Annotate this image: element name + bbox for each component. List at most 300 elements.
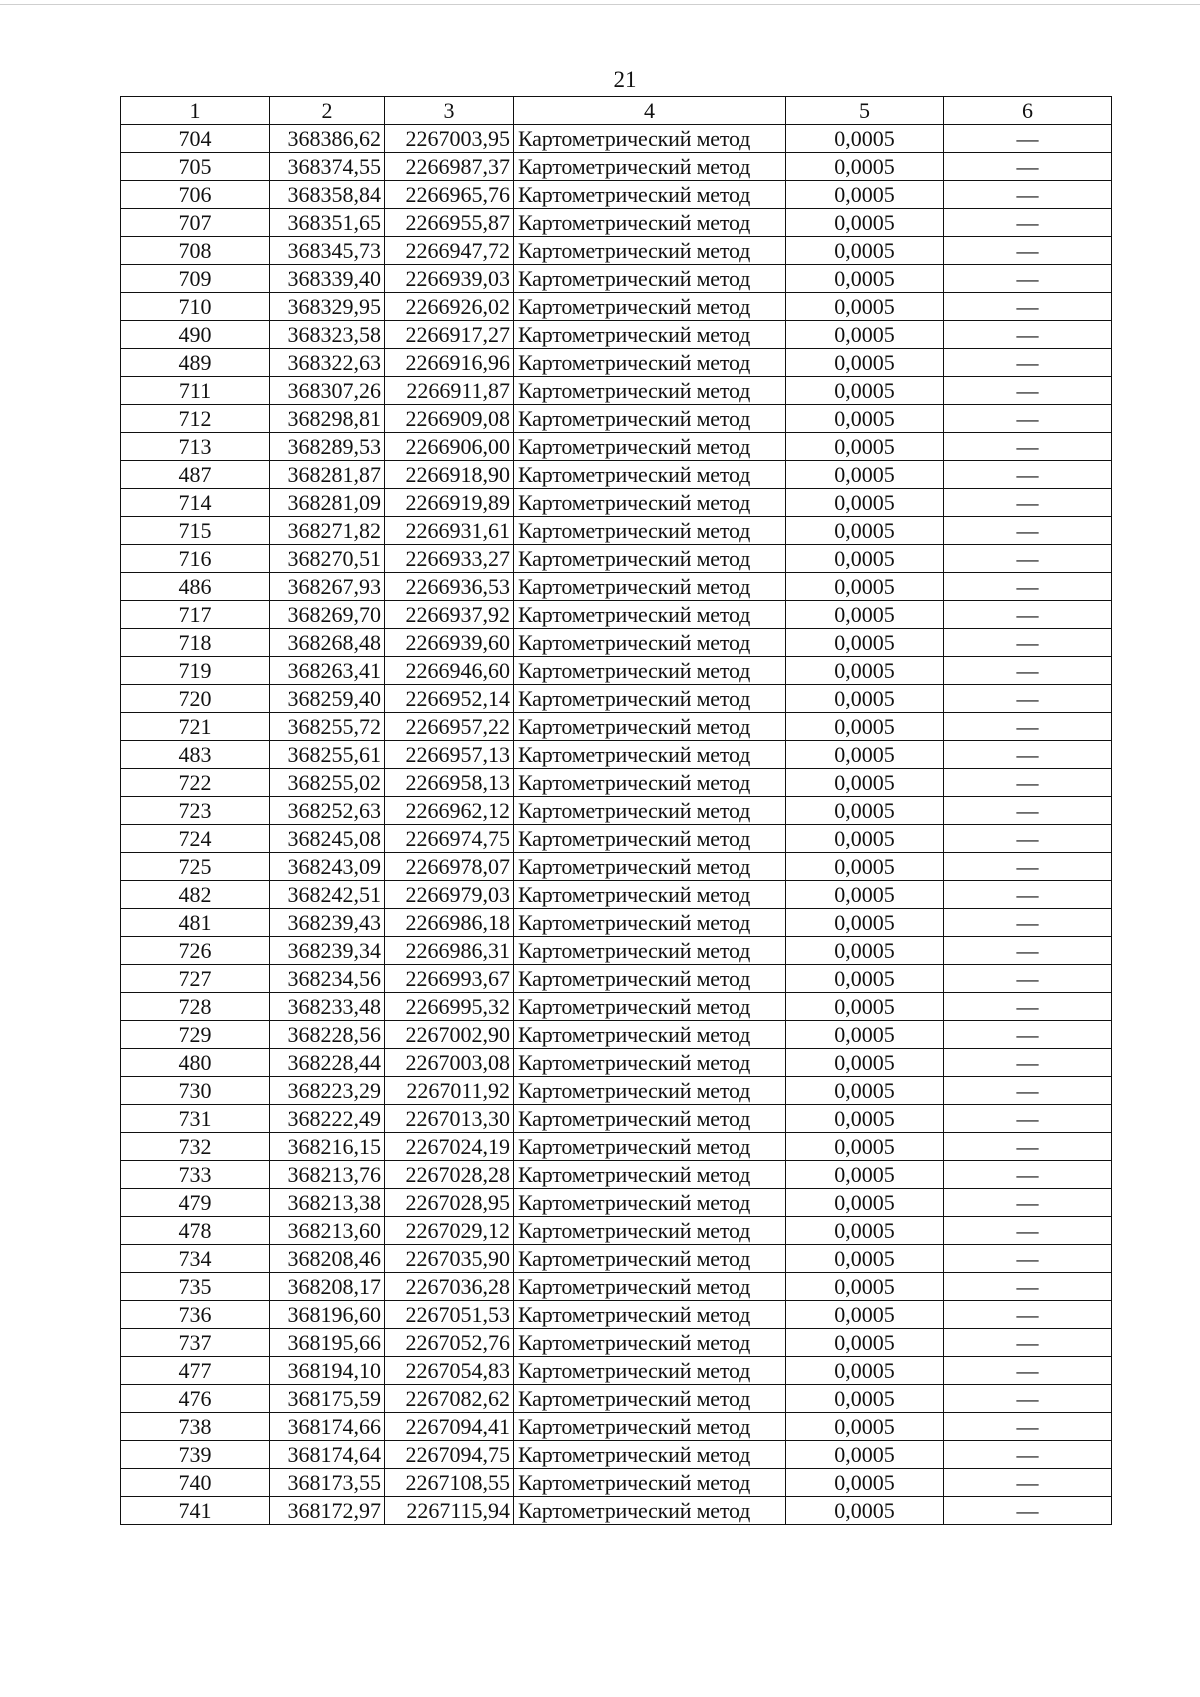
table-row <box>121 573 1112 601</box>
x-coordinate-cell: 368270,51 <box>270 545 385 573</box>
accuracy-cell: 0,0005 <box>786 1217 944 1245</box>
point-number-cell: 477 <box>121 1357 270 1385</box>
y-coordinate-cell: 2266962,12 <box>385 797 514 825</box>
accuracy-cell: 0,0005 <box>786 853 944 881</box>
x-coordinate-cell: 368252,63 <box>270 797 385 825</box>
table-row <box>121 629 1112 657</box>
y-coordinate-cell: 2266987,37 <box>385 153 514 181</box>
y-coordinate-cell: 2266917,27 <box>385 321 514 349</box>
point-number-cell: 728 <box>121 993 270 1021</box>
x-coordinate-cell: 368345,73 <box>270 237 385 265</box>
x-coordinate-cell: 368208,17 <box>270 1273 385 1301</box>
point-number-cell: 725 <box>121 853 270 881</box>
method-cell: Картометрический метод <box>514 1301 786 1329</box>
table-row <box>121 1301 1112 1329</box>
table-row <box>121 1273 1112 1301</box>
column-header-3: 3 <box>385 97 514 125</box>
description-cell: — <box>944 349 1112 377</box>
x-coordinate-cell: 368196,60 <box>270 1301 385 1329</box>
method-cell: Картометрический метод <box>514 1357 786 1385</box>
y-coordinate-cell: 2266957,13 <box>385 741 514 769</box>
table-row <box>121 881 1112 909</box>
table-row <box>121 1161 1112 1189</box>
table-body <box>121 125 1112 1525</box>
method-cell: Картометрический метод <box>514 1161 786 1189</box>
accuracy-cell: 0,0005 <box>786 181 944 209</box>
point-number-cell: 708 <box>121 237 270 265</box>
point-number-cell: 490 <box>121 321 270 349</box>
table-row <box>121 405 1112 433</box>
method-cell: Картометрический метод <box>514 461 786 489</box>
method-cell: Картометрический метод <box>514 153 786 181</box>
table-row <box>121 713 1112 741</box>
point-number-cell: 723 <box>121 797 270 825</box>
method-cell: Картометрический метод <box>514 853 786 881</box>
accuracy-cell: 0,0005 <box>786 433 944 461</box>
x-coordinate-cell: 368228,56 <box>270 1021 385 1049</box>
accuracy-cell: 0,0005 <box>786 769 944 797</box>
y-coordinate-cell: 2266911,87 <box>385 377 514 405</box>
description-cell: — <box>944 965 1112 993</box>
point-number-cell: 737 <box>121 1329 270 1357</box>
description-cell: — <box>944 1497 1112 1525</box>
x-coordinate-cell: 368194,10 <box>270 1357 385 1385</box>
accuracy-cell: 0,0005 <box>786 1077 944 1105</box>
x-coordinate-cell: 368213,60 <box>270 1217 385 1245</box>
description-cell: — <box>944 937 1112 965</box>
description-cell: — <box>944 1245 1112 1273</box>
method-cell: Картометрический метод <box>514 1329 786 1357</box>
table-row <box>121 1385 1112 1413</box>
x-coordinate-cell: 368281,09 <box>270 489 385 517</box>
point-number-cell: 717 <box>121 601 270 629</box>
x-coordinate-cell: 368271,82 <box>270 517 385 545</box>
description-cell: — <box>944 1469 1112 1497</box>
method-cell: Картометрический метод <box>514 489 786 517</box>
x-coordinate-cell: 368289,53 <box>270 433 385 461</box>
accuracy-cell: 0,0005 <box>786 1105 944 1133</box>
x-coordinate-cell: 368281,87 <box>270 461 385 489</box>
y-coordinate-cell: 2267054,83 <box>385 1357 514 1385</box>
method-cell: Картометрический метод <box>514 1105 786 1133</box>
point-number-cell: 738 <box>121 1413 270 1441</box>
x-coordinate-cell: 368233,48 <box>270 993 385 1021</box>
accuracy-cell: 0,0005 <box>786 1441 944 1469</box>
accuracy-cell: 0,0005 <box>786 937 944 965</box>
point-number-cell: 486 <box>121 573 270 601</box>
description-cell: — <box>944 1161 1112 1189</box>
description-cell: — <box>944 377 1112 405</box>
y-coordinate-cell: 2266955,87 <box>385 209 514 237</box>
accuracy-cell: 0,0005 <box>786 685 944 713</box>
column-header-5: 5 <box>786 97 944 125</box>
y-coordinate-cell: 2267002,90 <box>385 1021 514 1049</box>
y-coordinate-cell: 2267003,08 <box>385 1049 514 1077</box>
accuracy-cell: 0,0005 <box>786 1273 944 1301</box>
x-coordinate-cell: 368213,76 <box>270 1161 385 1189</box>
x-coordinate-cell: 368208,46 <box>270 1245 385 1273</box>
point-number-cell: 722 <box>121 769 270 797</box>
table-row <box>121 377 1112 405</box>
description-cell: — <box>944 741 1112 769</box>
point-number-cell: 731 <box>121 1105 270 1133</box>
description-cell: — <box>944 1441 1112 1469</box>
description-cell: — <box>944 293 1112 321</box>
x-coordinate-cell: 368255,61 <box>270 741 385 769</box>
table-row <box>121 993 1112 1021</box>
method-cell: Картометрический метод <box>514 909 786 937</box>
accuracy-cell: 0,0005 <box>786 965 944 993</box>
table-row <box>121 293 1112 321</box>
y-coordinate-cell: 2266974,75 <box>385 825 514 853</box>
x-coordinate-cell: 368255,72 <box>270 713 385 741</box>
description-cell: — <box>944 881 1112 909</box>
x-coordinate-cell: 368298,81 <box>270 405 385 433</box>
x-coordinate-cell: 368259,40 <box>270 685 385 713</box>
y-coordinate-cell: 2266965,76 <box>385 181 514 209</box>
description-cell: — <box>944 181 1112 209</box>
accuracy-cell: 0,0005 <box>786 1413 944 1441</box>
table-row <box>121 349 1112 377</box>
description-cell: — <box>944 1217 1112 1245</box>
table-row <box>121 265 1112 293</box>
description-cell: — <box>944 1413 1112 1441</box>
method-cell: Картометрический метод <box>514 573 786 601</box>
point-number-cell: 713 <box>121 433 270 461</box>
method-cell: Картометрический метод <box>514 265 786 293</box>
description-cell: — <box>944 1105 1112 1133</box>
x-coordinate-cell: 368267,93 <box>270 573 385 601</box>
point-number-cell: 732 <box>121 1133 270 1161</box>
description-cell: — <box>944 993 1112 1021</box>
method-cell: Картометрический метод <box>514 1245 786 1273</box>
point-number-cell: 741 <box>121 1497 270 1525</box>
y-coordinate-cell: 2266918,90 <box>385 461 514 489</box>
description-cell: — <box>944 573 1112 601</box>
method-cell: Картометрический метод <box>514 405 786 433</box>
description-cell: — <box>944 657 1112 685</box>
point-number-cell: 709 <box>121 265 270 293</box>
y-coordinate-cell: 2267028,95 <box>385 1189 514 1217</box>
accuracy-cell: 0,0005 <box>786 1049 944 1077</box>
x-coordinate-cell: 368175,59 <box>270 1385 385 1413</box>
method-cell: Картометрический метод <box>514 601 786 629</box>
accuracy-cell: 0,0005 <box>786 461 944 489</box>
point-number-cell: 481 <box>121 909 270 937</box>
point-number-cell: 730 <box>121 1077 270 1105</box>
table-header-row <box>121 97 1112 125</box>
top-edge-rule <box>0 4 1200 5</box>
x-coordinate-cell: 368223,29 <box>270 1077 385 1105</box>
x-coordinate-cell: 368386,62 <box>270 125 385 153</box>
method-cell: Картометрический метод <box>514 993 786 1021</box>
accuracy-cell: 0,0005 <box>786 1021 944 1049</box>
table-row <box>121 461 1112 489</box>
x-coordinate-cell: 368351,65 <box>270 209 385 237</box>
table-row <box>121 1077 1112 1105</box>
method-cell: Картометрический метод <box>514 1133 786 1161</box>
table-row <box>121 153 1112 181</box>
y-coordinate-cell: 2266978,07 <box>385 853 514 881</box>
method-cell: Картометрический метод <box>514 881 786 909</box>
accuracy-cell: 0,0005 <box>786 209 944 237</box>
point-number-cell: 715 <box>121 517 270 545</box>
table-row <box>121 181 1112 209</box>
accuracy-cell: 0,0005 <box>786 349 944 377</box>
description-cell: — <box>944 1385 1112 1413</box>
method-cell: Картометрический метод <box>514 237 786 265</box>
description-cell: — <box>944 1329 1112 1357</box>
accuracy-cell: 0,0005 <box>786 1329 944 1357</box>
y-coordinate-cell: 2267028,28 <box>385 1161 514 1189</box>
method-cell: Картометрический метод <box>514 629 786 657</box>
x-coordinate-cell: 368239,34 <box>270 937 385 965</box>
point-number-cell: 476 <box>121 1385 270 1413</box>
table-row <box>121 125 1112 153</box>
description-cell: — <box>944 153 1112 181</box>
column-header-2: 2 <box>270 97 385 125</box>
x-coordinate-cell: 368174,64 <box>270 1441 385 1469</box>
y-coordinate-cell: 2266986,18 <box>385 909 514 937</box>
point-number-cell: 714 <box>121 489 270 517</box>
page-number: 21 <box>613 67 637 92</box>
method-cell: Картометрический метод <box>514 209 786 237</box>
accuracy-cell: 0,0005 <box>786 741 944 769</box>
accuracy-cell: 0,0005 <box>786 265 944 293</box>
method-cell: Картометрический метод <box>514 1441 786 1469</box>
y-coordinate-cell: 2267094,41 <box>385 1413 514 1441</box>
y-coordinate-cell: 2266916,96 <box>385 349 514 377</box>
point-number-cell: 478 <box>121 1217 270 1245</box>
accuracy-cell: 0,0005 <box>786 153 944 181</box>
point-number-cell: 718 <box>121 629 270 657</box>
description-cell: — <box>944 601 1112 629</box>
y-coordinate-cell: 2266993,67 <box>385 965 514 993</box>
description-cell: — <box>944 1273 1112 1301</box>
description-cell: — <box>944 237 1112 265</box>
table-row <box>121 1049 1112 1077</box>
table-row <box>121 797 1112 825</box>
table-row <box>121 741 1112 769</box>
table-row <box>121 1133 1112 1161</box>
y-coordinate-cell: 2266937,92 <box>385 601 514 629</box>
method-cell: Картометрический метод <box>514 1385 786 1413</box>
y-coordinate-cell: 2266906,00 <box>385 433 514 461</box>
table-row <box>121 1497 1112 1525</box>
description-cell: — <box>944 1021 1112 1049</box>
x-coordinate-cell: 368243,09 <box>270 853 385 881</box>
table-row <box>121 237 1112 265</box>
description-cell: — <box>944 209 1112 237</box>
y-coordinate-cell: 2266931,61 <box>385 517 514 545</box>
method-cell: Картометрический метод <box>514 1077 786 1105</box>
method-cell: Картометрический метод <box>514 181 786 209</box>
y-coordinate-cell: 2267003,95 <box>385 125 514 153</box>
column-header-6: 6 <box>944 97 1112 125</box>
y-coordinate-cell: 2267052,76 <box>385 1329 514 1357</box>
accuracy-cell: 0,0005 <box>786 1357 944 1385</box>
description-cell: — <box>944 405 1112 433</box>
accuracy-cell: 0,0005 <box>786 909 944 937</box>
point-number-cell: 711 <box>121 377 270 405</box>
y-coordinate-cell: 2266958,13 <box>385 769 514 797</box>
description-cell: — <box>944 517 1112 545</box>
x-coordinate-cell: 368222,49 <box>270 1105 385 1133</box>
method-cell: Картометрический метод <box>514 1273 786 1301</box>
y-coordinate-cell: 2266939,03 <box>385 265 514 293</box>
coordinates-table <box>120 96 1112 1525</box>
x-coordinate-cell: 368245,08 <box>270 825 385 853</box>
accuracy-cell: 0,0005 <box>786 573 944 601</box>
y-coordinate-cell: 2267108,55 <box>385 1469 514 1497</box>
y-coordinate-cell: 2266957,22 <box>385 713 514 741</box>
y-coordinate-cell: 2267051,53 <box>385 1301 514 1329</box>
accuracy-cell: 0,0005 <box>786 1497 944 1525</box>
method-cell: Картометрический метод <box>514 685 786 713</box>
method-cell: Картометрический метод <box>514 293 786 321</box>
x-coordinate-cell: 368213,38 <box>270 1189 385 1217</box>
description-cell: — <box>944 1049 1112 1077</box>
method-cell: Картометрический метод <box>514 1413 786 1441</box>
table-row <box>121 657 1112 685</box>
y-coordinate-cell: 2266995,32 <box>385 993 514 1021</box>
point-number-cell: 706 <box>121 181 270 209</box>
method-cell: Картометрический метод <box>514 433 786 461</box>
method-cell: Картометрический метод <box>514 1021 786 1049</box>
description-cell: — <box>944 1189 1112 1217</box>
description-cell: — <box>944 489 1112 517</box>
method-cell: Картометрический метод <box>514 125 786 153</box>
x-coordinate-cell: 368195,66 <box>270 1329 385 1357</box>
x-coordinate-cell: 368307,26 <box>270 377 385 405</box>
accuracy-cell: 0,0005 <box>786 545 944 573</box>
point-number-cell: 716 <box>121 545 270 573</box>
y-coordinate-cell: 2266926,02 <box>385 293 514 321</box>
y-coordinate-cell: 2266952,14 <box>385 685 514 713</box>
description-cell: — <box>944 433 1112 461</box>
point-number-cell: 733 <box>121 1161 270 1189</box>
method-cell: Картометрический метод <box>514 825 786 853</box>
y-coordinate-cell: 2267011,92 <box>385 1077 514 1105</box>
y-coordinate-cell: 2267029,12 <box>385 1217 514 1245</box>
point-number-cell: 482 <box>121 881 270 909</box>
table-row <box>121 489 1112 517</box>
x-coordinate-cell: 368216,15 <box>270 1133 385 1161</box>
method-cell: Картометрический метод <box>514 545 786 573</box>
method-cell: Картометрический метод <box>514 1049 786 1077</box>
x-coordinate-cell: 368263,41 <box>270 657 385 685</box>
y-coordinate-cell: 2266909,08 <box>385 405 514 433</box>
y-coordinate-cell: 2266919,89 <box>385 489 514 517</box>
table-row <box>121 1189 1112 1217</box>
point-number-cell: 736 <box>121 1301 270 1329</box>
description-cell: — <box>944 1077 1112 1105</box>
x-coordinate-cell: 368242,51 <box>270 881 385 909</box>
y-coordinate-cell: 2266979,03 <box>385 881 514 909</box>
point-number-cell: 704 <box>121 125 270 153</box>
point-number-cell: 739 <box>121 1441 270 1469</box>
description-cell: — <box>944 797 1112 825</box>
x-coordinate-cell: 368173,55 <box>270 1469 385 1497</box>
description-cell: — <box>944 713 1112 741</box>
y-coordinate-cell: 2266986,31 <box>385 937 514 965</box>
table-row <box>121 853 1112 881</box>
table-row <box>121 1105 1112 1133</box>
x-coordinate-cell: 368323,58 <box>270 321 385 349</box>
x-coordinate-cell: 368339,40 <box>270 265 385 293</box>
accuracy-cell: 0,0005 <box>786 1133 944 1161</box>
accuracy-cell: 0,0005 <box>786 489 944 517</box>
accuracy-cell: 0,0005 <box>786 657 944 685</box>
method-cell: Картометрический метод <box>514 377 786 405</box>
y-coordinate-cell: 2266936,53 <box>385 573 514 601</box>
accuracy-cell: 0,0005 <box>786 825 944 853</box>
accuracy-cell: 0,0005 <box>786 993 944 1021</box>
method-cell: Картометрический метод <box>514 937 786 965</box>
x-coordinate-cell: 368239,43 <box>270 909 385 937</box>
description-cell: — <box>944 125 1112 153</box>
method-cell: Картометрический метод <box>514 1189 786 1217</box>
accuracy-cell: 0,0005 <box>786 1189 944 1217</box>
table-row <box>121 1357 1112 1385</box>
method-cell: Картометрический метод <box>514 321 786 349</box>
accuracy-cell: 0,0005 <box>786 797 944 825</box>
point-number-cell: 483 <box>121 741 270 769</box>
description-cell: — <box>944 321 1112 349</box>
point-number-cell: 712 <box>121 405 270 433</box>
description-cell: — <box>944 769 1112 797</box>
description-cell: — <box>944 1301 1112 1329</box>
column-header-1: 1 <box>121 97 270 125</box>
accuracy-cell: 0,0005 <box>786 713 944 741</box>
point-number-cell: 719 <box>121 657 270 685</box>
x-coordinate-cell: 368234,56 <box>270 965 385 993</box>
description-cell: — <box>944 685 1112 713</box>
table-row <box>121 601 1112 629</box>
y-coordinate-cell: 2266946,60 <box>385 657 514 685</box>
table-row <box>121 433 1112 461</box>
accuracy-cell: 0,0005 <box>786 377 944 405</box>
description-cell: — <box>944 461 1112 489</box>
method-cell: Картометрический метод <box>514 349 786 377</box>
table-row <box>121 1245 1112 1273</box>
point-number-cell: 487 <box>121 461 270 489</box>
description-cell: — <box>944 825 1112 853</box>
accuracy-cell: 0,0005 <box>786 293 944 321</box>
point-number-cell: 735 <box>121 1273 270 1301</box>
accuracy-cell: 0,0005 <box>786 517 944 545</box>
point-number-cell: 726 <box>121 937 270 965</box>
description-cell: — <box>944 545 1112 573</box>
x-coordinate-cell: 368329,95 <box>270 293 385 321</box>
table-row <box>121 825 1112 853</box>
x-coordinate-cell: 368268,48 <box>270 629 385 657</box>
y-coordinate-cell: 2267094,75 <box>385 1441 514 1469</box>
point-number-cell: 479 <box>121 1189 270 1217</box>
method-cell: Картометрический метод <box>514 769 786 797</box>
accuracy-cell: 0,0005 <box>786 1469 944 1497</box>
description-cell: — <box>944 909 1112 937</box>
point-number-cell: 489 <box>121 349 270 377</box>
method-cell: Картометрический метод <box>514 1469 786 1497</box>
accuracy-cell: 0,0005 <box>786 1245 944 1273</box>
accuracy-cell: 0,0005 <box>786 1301 944 1329</box>
table-row <box>121 1021 1112 1049</box>
table-row <box>121 1441 1112 1469</box>
y-coordinate-cell: 2267036,28 <box>385 1273 514 1301</box>
table-row <box>121 937 1112 965</box>
column-header-4: 4 <box>514 97 786 125</box>
